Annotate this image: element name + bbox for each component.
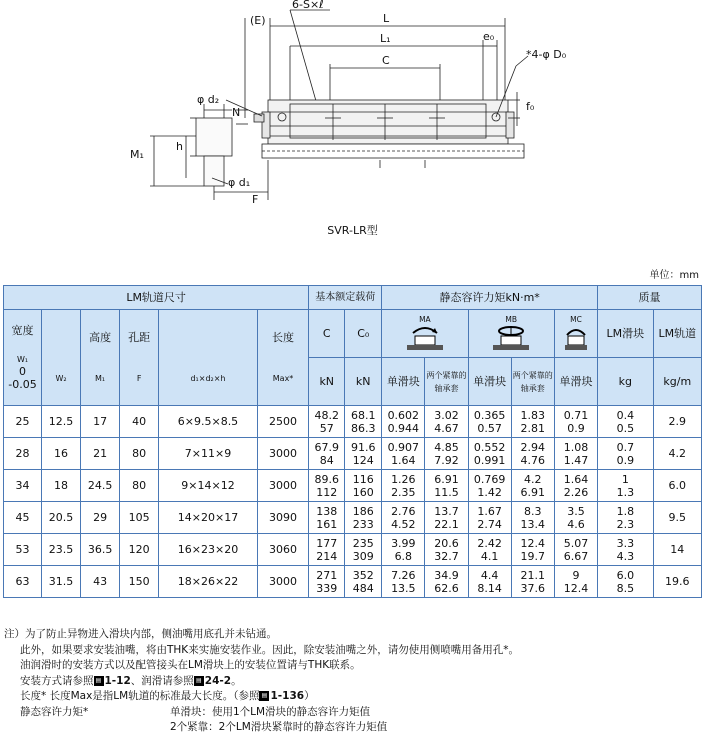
cell-value-lower: 4.52 — [391, 517, 416, 531]
cell-value-upper: 1.64 — [563, 472, 589, 486]
cell-value-upper: 0.7 — [616, 440, 635, 454]
cell-value-upper: 3.99 — [391, 536, 416, 550]
cell-mb1 — [468, 566, 511, 598]
cell-value-lower: 214 — [316, 549, 338, 563]
c-label: C — [382, 54, 390, 67]
w1-label: W₁ — [16, 355, 29, 364]
cell-d-spec: 18×26×22 — [159, 566, 258, 598]
cell-value-upper: 1.08 — [563, 440, 589, 454]
note-6-label: 静态容许力矩* — [20, 705, 89, 718]
cell-mb1 — [468, 438, 511, 470]
cell-value-lower: 0.9 — [567, 421, 585, 435]
w2-header — [42, 310, 81, 406]
cell-mc — [554, 566, 597, 598]
cell-value-lower: 0.57 — [477, 421, 502, 435]
length-label: 长度 — [272, 331, 295, 344]
cell-m1: 36.5 — [81, 534, 120, 566]
table-row — [4, 534, 702, 566]
mb-single-header: 单滑块 — [468, 358, 511, 406]
mc-header — [554, 310, 597, 358]
c-header: C — [309, 310, 345, 358]
cell-value-upper: 68.1 — [350, 408, 376, 422]
table-row — [4, 470, 702, 502]
cell-value-upper: 0.907 — [387, 440, 420, 454]
cell-value-upper: 12.4 — [520, 536, 546, 550]
mb-moment-icon — [489, 324, 533, 352]
cell-value-upper: 116 — [352, 472, 374, 486]
cell-w2: 18 — [42, 470, 81, 502]
drawing-caption: SVR-LR型 — [327, 224, 378, 237]
cell-max-length: 3060 — [257, 534, 308, 566]
ma-moment-icon — [403, 324, 447, 352]
cell-ma2 — [425, 406, 468, 438]
note-5-text-a: 长度* 长度Max是指LM轨道的标准最大长度。（参照 — [20, 690, 260, 702]
unit-label: 单位：mm — [649, 270, 699, 281]
cell-blk — [598, 502, 654, 534]
cell-c0 — [345, 470, 382, 502]
cell-value-lower: 4.1 — [480, 549, 499, 563]
notes — [4, 627, 704, 736]
f-label: F — [252, 193, 259, 206]
cell-d-spec: 16×23×20 — [159, 534, 258, 566]
f0-label: f₀ — [526, 100, 535, 113]
cell-f: 80 — [120, 438, 159, 470]
spec-table — [3, 285, 702, 598]
cell-mb1 — [468, 534, 511, 566]
cell-value-upper: 6.91 — [434, 472, 459, 486]
cell-value-lower: 309 — [352, 549, 374, 563]
cell-value-lower: 124 — [352, 453, 374, 467]
d0-label: *4-φ D₀ — [526, 48, 567, 61]
cell-d-spec: 14×20×17 — [159, 502, 258, 534]
cell-c — [309, 470, 345, 502]
cell-rail-mass: 19.6 — [653, 566, 701, 598]
cell-value-upper: 0.552 — [473, 440, 506, 454]
c0-header: C₀ — [345, 310, 382, 358]
cell-blk — [598, 406, 654, 438]
cell-d-spec: 7×11×9 — [159, 438, 258, 470]
block-mass-unit: kg — [598, 358, 654, 406]
book-icon: ▤ — [259, 691, 269, 701]
lm-block-header: LM滑块 — [598, 310, 654, 358]
mass-header: 质量 — [598, 286, 702, 310]
cell-m1: 17 — [81, 406, 120, 438]
cell-value-upper: 352 — [352, 568, 374, 582]
d-spec-label: d₁×d₂×h — [190, 373, 226, 383]
cell-value-lower: 233 — [352, 517, 374, 531]
ma-header — [382, 310, 468, 358]
n-label: N — [232, 106, 241, 119]
cell-mb1 — [468, 502, 511, 534]
note-4-text-c: 、润滑请参照 — [130, 674, 194, 687]
ref-mounting[interactable]: 1-12 — [104, 674, 131, 687]
cell-value-lower: 2.81 — [520, 421, 546, 435]
cell-value-lower: 22.1 — [434, 517, 459, 531]
cell-mc — [554, 470, 597, 502]
spec-table-body — [4, 406, 702, 598]
cell-w1: 25 — [4, 406, 42, 438]
height-label: 高度 — [89, 331, 112, 344]
cell-c — [309, 502, 345, 534]
cell-c — [309, 534, 345, 566]
mc-single-header: 单滑块 — [554, 358, 597, 406]
cell-value-lower: 13.5 — [391, 581, 416, 595]
w1-tol-bottom: -0.05 — [8, 378, 37, 391]
cell-value-lower: 1.64 — [391, 453, 416, 467]
cell-ma1 — [382, 502, 425, 534]
cell-w1: 45 — [4, 502, 42, 534]
header-row-2 — [4, 310, 702, 358]
cell-blk — [598, 534, 654, 566]
h-label: h — [176, 140, 183, 153]
max-label: Max* — [272, 374, 294, 383]
cell-mc — [554, 406, 597, 438]
cell-value-upper: 2.42 — [477, 536, 502, 550]
cell-value-upper: 1.83 — [520, 408, 546, 422]
cell-value-lower: 0.5 — [616, 421, 635, 435]
cell-max-length: 3000 — [257, 438, 308, 470]
mc-moment-icon — [561, 324, 591, 352]
cell-value-upper: 235 — [352, 536, 374, 550]
cell-w2: 20.5 — [42, 502, 81, 534]
cell-value-lower: 7.92 — [434, 453, 459, 467]
cell-value-lower: 12.4 — [563, 581, 589, 595]
width-label: 宽度 — [11, 324, 34, 337]
note-4 — [4, 674, 704, 690]
cell-value-lower: 19.7 — [520, 549, 546, 563]
cell-value-lower: 4.3 — [616, 549, 635, 563]
header-row-1 — [4, 286, 702, 310]
ma-double-header: 两个紧靠的轴承套 — [425, 358, 468, 406]
cell-value-upper: 1.67 — [477, 504, 502, 518]
cell-value-lower: 86.3 — [350, 421, 376, 435]
cell-ma2 — [425, 502, 468, 534]
cell-ma1 — [382, 470, 425, 502]
cell-rail-mass: 9.5 — [653, 502, 701, 534]
cell-f: 120 — [120, 534, 159, 566]
cell-w1: 53 — [4, 534, 42, 566]
length-header — [257, 310, 308, 406]
cell-c0 — [345, 406, 382, 438]
note-6-text: 单滑块：使用1个LM滑块的静态容许力矩值 — [170, 705, 371, 718]
static-moment-header: 静态容许力矩kN·m* — [382, 286, 598, 310]
pitch-label: 孔距 — [128, 331, 151, 344]
d2-label: φ d₂ — [197, 93, 220, 106]
cell-ma2 — [425, 534, 468, 566]
cell-value-lower: 160 — [352, 485, 374, 499]
cell-value-lower: 2.26 — [563, 485, 589, 499]
cell-value-lower: 161 — [316, 517, 338, 531]
width-header — [4, 310, 42, 406]
cell-mc — [554, 502, 597, 534]
cell-value-lower: 8.14 — [477, 581, 502, 595]
cell-value-lower: 339 — [316, 581, 338, 595]
cell-value-upper: 4.2 — [524, 472, 542, 486]
holes-label: 6-S×ℓ — [292, 0, 324, 11]
cell-value-upper: 1.26 — [391, 472, 416, 486]
cell-value-upper: 3.02 — [434, 408, 459, 422]
cell-value-upper: 91.6 — [350, 440, 376, 454]
cell-w2: 31.5 — [42, 566, 81, 598]
cell-value-upper: 0.71 — [563, 408, 589, 422]
cell-mb2 — [511, 406, 554, 438]
cell-w1: 63 — [4, 566, 42, 598]
cell-value-lower: 84 — [319, 453, 334, 467]
cell-value-lower: 13.4 — [520, 517, 546, 531]
c0-unit: kN — [345, 358, 382, 406]
cell-f: 105 — [120, 502, 159, 534]
cell-value-lower: 112 — [316, 485, 338, 499]
cell-value-upper: 67.9 — [314, 440, 339, 454]
guide-dimension-drawing — [0, 0, 705, 250]
book-icon: ▤ — [94, 676, 104, 686]
ref-lubrication[interactable]: 24-2 — [204, 674, 232, 687]
note-7 — [4, 720, 704, 736]
cell-f: 80 — [120, 470, 159, 502]
note-3: 油润滑时的安装方式以及配管接头在LM滑块上的安装位置请与THK联系。 — [20, 659, 361, 671]
cell-mb2 — [511, 502, 554, 534]
cell-ma1 — [382, 534, 425, 566]
cell-value-upper: 1.8 — [616, 504, 635, 518]
cell-rail-mass: 14 — [653, 534, 701, 566]
cell-value-lower: 62.6 — [434, 581, 459, 595]
cell-value-upper: 0.602 — [387, 408, 420, 422]
cell-ma1 — [382, 438, 425, 470]
cell-d-spec: 6×9.5×8.5 — [159, 406, 258, 438]
cell-value-lower: 1.3 — [616, 485, 635, 499]
ma-label: MA — [419, 315, 431, 324]
cell-value-lower: 484 — [352, 581, 374, 595]
cell-value-lower: 37.6 — [520, 581, 546, 595]
cell-value-lower: 2.74 — [477, 517, 502, 531]
mb-header — [468, 310, 554, 358]
note-1: 注）为了防止异物进入滑块内部，侧油嘴用底孔并未钻通。 — [4, 628, 277, 640]
cell-value-lower: 0.9 — [616, 453, 635, 467]
cell-value-lower: 32.7 — [434, 549, 459, 563]
note-5 — [4, 689, 704, 705]
l-label: L — [383, 12, 390, 25]
cell-m1: 21 — [81, 438, 120, 470]
table-row — [4, 566, 702, 598]
cell-value-upper: 7.26 — [391, 568, 416, 582]
cell-value-upper: 3.5 — [567, 504, 585, 518]
d-spec-header — [159, 310, 258, 406]
cell-value-lower: 6.67 — [563, 549, 589, 563]
cell-value-upper: 0.4 — [616, 408, 635, 422]
cell-mb2 — [511, 534, 554, 566]
cell-value-lower: 11.5 — [434, 485, 459, 499]
cell-max-length: 3000 — [257, 470, 308, 502]
mc-label: MC — [570, 315, 582, 324]
table-row — [4, 502, 702, 534]
cell-ma2 — [425, 470, 468, 502]
cell-value-lower: 4.6 — [567, 517, 585, 531]
cell-max-length: 3000 — [257, 566, 308, 598]
note-6 — [4, 705, 704, 721]
cell-value-upper: 2.94 — [520, 440, 546, 454]
table-row — [4, 438, 702, 470]
cell-value-upper: 6.0 — [616, 568, 635, 582]
cell-blk — [598, 438, 654, 470]
e0-label: e₀ — [483, 30, 495, 43]
cell-c0 — [345, 438, 382, 470]
cell-value-upper: 0.769 — [473, 472, 506, 486]
cell-value-lower: 57 — [319, 421, 334, 435]
cell-value-lower: 1.42 — [477, 485, 502, 499]
mb-double-header: 两个紧靠的轴承套 — [511, 358, 554, 406]
cell-mc — [554, 438, 597, 470]
cell-value-upper: 13.7 — [434, 504, 459, 518]
cell-value-lower: 4.67 — [434, 421, 459, 435]
cell-value-upper: 21.1 — [520, 568, 546, 582]
cell-ma2 — [425, 438, 468, 470]
f-label: F — [136, 374, 142, 383]
ma-single-header: 单滑块 — [382, 358, 425, 406]
cell-c0 — [345, 534, 382, 566]
cell-c — [309, 438, 345, 470]
c-unit: kN — [309, 358, 345, 406]
cell-value-upper: 4.4 — [480, 568, 499, 582]
cell-value-upper: 5.07 — [563, 536, 589, 550]
pitch-header — [120, 310, 159, 406]
cell-c — [309, 406, 345, 438]
e-label: (E) — [250, 14, 266, 27]
lm-rail-header: LM轨道 — [653, 310, 701, 358]
cell-value-upper: 8.3 — [524, 504, 542, 518]
note-5-text-c: ） — [304, 690, 315, 702]
m1-label: M₁ — [95, 374, 106, 383]
cell-ma2 — [425, 566, 468, 598]
cell-value-upper: 34.9 — [434, 568, 459, 582]
cell-max-length: 3090 — [257, 502, 308, 534]
w2-label: W₂ — [55, 373, 67, 383]
note-4-text-e: 。 — [231, 674, 242, 687]
cell-value-upper: 20.6 — [434, 536, 459, 550]
cell-w2: 12.5 — [42, 406, 81, 438]
cell-ma1 — [382, 566, 425, 598]
cell-w1: 34 — [4, 470, 42, 502]
cell-d-spec: 9×14×12 — [159, 470, 258, 502]
cell-value-upper: 271 — [316, 568, 338, 582]
cell-value-lower: 2.3 — [616, 517, 635, 531]
cell-value-upper: 89.6 — [314, 472, 339, 486]
cell-rail-mass: 6.0 — [653, 470, 701, 502]
cell-c — [309, 566, 345, 598]
cell-value-upper: 1 — [621, 472, 629, 486]
cell-value-upper: 2.76 — [391, 504, 416, 518]
cell-value-upper: 48.2 — [314, 408, 339, 422]
m1-label: M₁ — [130, 148, 144, 161]
cell-value-lower: 2.35 — [391, 485, 416, 499]
ref-length[interactable]: 1-136 — [270, 690, 305, 702]
cell-ma1 — [382, 406, 425, 438]
cell-mb2 — [511, 566, 554, 598]
cell-w2: 16 — [42, 438, 81, 470]
cell-f: 150 — [120, 566, 159, 598]
cell-blk — [598, 470, 654, 502]
cell-rail-mass: 4.2 — [653, 438, 701, 470]
cell-value-lower: 0.944 — [387, 421, 420, 435]
cell-value-upper: 138 — [316, 504, 338, 518]
cell-blk — [598, 566, 654, 598]
cell-mb1 — [468, 470, 511, 502]
w1-tol-top: 0 — [19, 365, 26, 378]
d1-label: φ d₁ — [228, 176, 251, 189]
cell-w2: 23.5 — [42, 534, 81, 566]
cell-value-lower: 1.47 — [563, 453, 589, 467]
cell-m1: 43 — [81, 566, 120, 598]
mb-label: MB — [505, 315, 518, 324]
cell-m1: 29 — [81, 502, 120, 534]
cell-value-lower: 4.76 — [520, 453, 546, 467]
cell-mb2 — [511, 470, 554, 502]
basic-rated-load-header: 基本额定载荷 — [309, 286, 382, 310]
cell-value-upper: 0.365 — [473, 408, 506, 422]
book-icon: ▤ — [194, 676, 204, 686]
cell-c0 — [345, 566, 382, 598]
rail-mass-unit: kg/m — [653, 358, 701, 406]
cell-mc — [554, 534, 597, 566]
cell-value-lower: 0.991 — [473, 453, 506, 467]
cell-value-lower: 8.5 — [616, 581, 635, 595]
cell-mb1 — [468, 406, 511, 438]
cell-f: 40 — [120, 406, 159, 438]
cell-mb2 — [511, 438, 554, 470]
lm-rail-size-header: LM轨道尺寸 — [4, 286, 309, 310]
l1-label: L₁ — [380, 32, 391, 45]
cell-value-lower: 6.8 — [394, 549, 413, 563]
cell-c0 — [345, 502, 382, 534]
cell-w1: 28 — [4, 438, 42, 470]
note-2: 此外，如果要求安装油嘴，将由THK来实施安装作业。因此，除安装油嘴之外，请勿使用侧喷嘴用备用孔*。 — [20, 643, 519, 656]
cell-value-upper: 177 — [316, 536, 338, 550]
note-4-text-a: 安装方式请参照 — [20, 674, 94, 687]
cell-value-lower: 6.91 — [520, 485, 546, 499]
cell-value-upper: 186 — [352, 504, 374, 518]
table-row — [4, 406, 702, 438]
note-7-text: 2个紧靠：2个LM滑块紧靠时的静态容许力矩值 — [170, 721, 388, 733]
cell-value-upper: 4.85 — [434, 440, 459, 454]
cell-value-upper: 9 — [572, 568, 580, 582]
height-header — [81, 310, 120, 406]
cell-rail-mass: 2.9 — [653, 406, 701, 438]
cell-max-length: 2500 — [257, 406, 308, 438]
cell-value-upper: 3.3 — [616, 536, 635, 550]
cell-m1: 24.5 — [81, 470, 120, 502]
